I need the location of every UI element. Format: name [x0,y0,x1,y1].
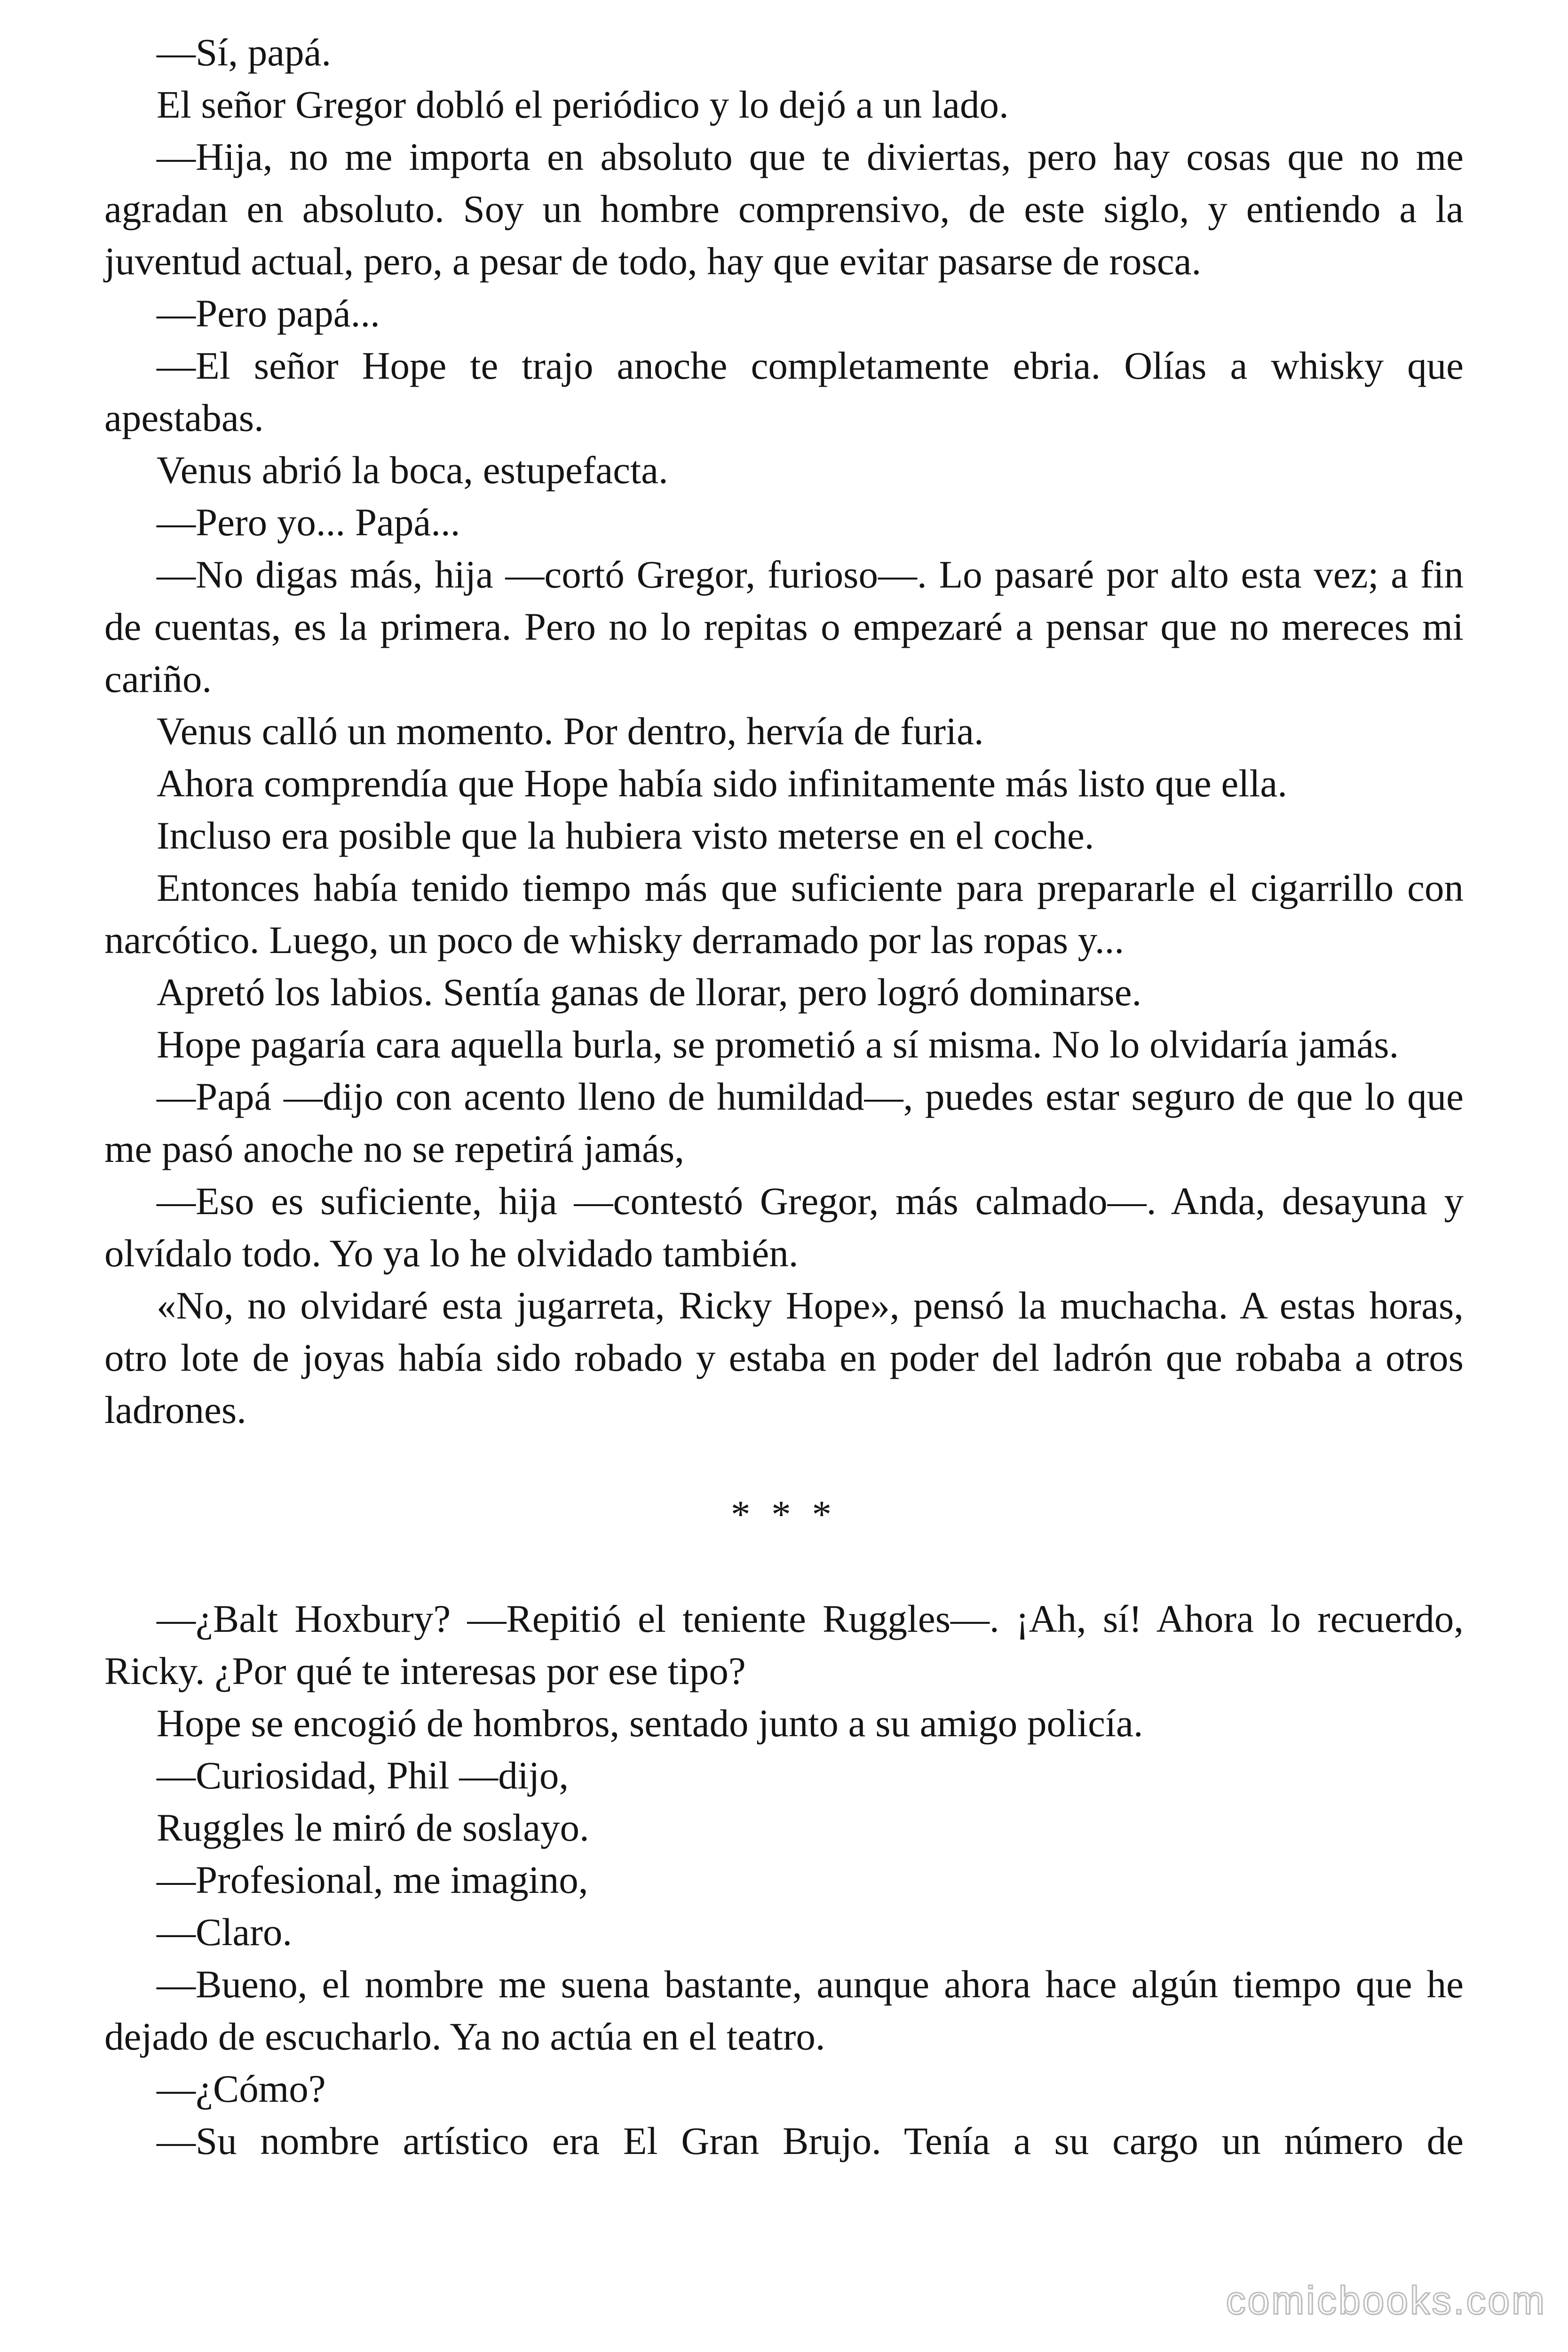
paragraph: —Pero yo... Papá... [157,501,460,544]
document-page [104,26,1464,2167]
paragraph: —Su nombre artístico era El Gran Brujo. Tenía a su cargo un número de [157,2119,1464,2162]
paragraph: —No digas más, hija —cortó Gregor, furioso—. Lo pasaré por alto esta vez; a fin de cuentas, es la primera. Pero no lo repitas o empezaré a pensar que no mereces mi cariño. [104,553,1464,700]
paragraph: —Hija, no me importa en absoluto que te diviertas, pero hay cosas que no me agradan en absoluto. Soy un hombre comprensivo, de este siglo, y entiendo a la juventud actual, pero, a pesar de todo, hay que evitar pasarse de rosca. [104,135,1464,283]
paragraph: Hope pagaría cara aquella burla, se prometió a sí misma. No lo olvidaría jamás. [157,1023,1399,1066]
paragraph: —¿Cómo? [157,2067,326,2110]
paragraph: Ahora comprendía que Hope había sido infinitamente más listo que ella. [157,762,1288,805]
watermark: comicbooks.com [1226,2278,1546,2322]
paragraph: —Papá —dijo con acento lleno de humildad—, puedes estar seguro de que lo que me pasó anoche no se repetirá jamás, [104,1075,1464,1170]
paragraph: Incluso era posible que la hubiera visto meterse en el coche. [157,814,1094,857]
paragraph: —Sí, papá. [157,31,332,74]
paragraph: —Bueno, el nombre me suena bastante, aunque ahora hace algún tiempo que he dejado de escucharlo. Ya no actúa en el teatro. [104,1963,1464,2058]
paragraph: Venus abrió la boca, estupefacta. [157,448,668,492]
paragraph: —Claro. [157,1910,293,1954]
scene-break-separator: * * * [731,1493,837,1536]
paragraph: —Curiosidad, Phil —dijo, [157,1754,569,1797]
paragraph: —El señor Hope te trajo anoche completamente ebria. Olías a whisky que apestabas. [104,344,1464,439]
text-block-before-separator [104,26,1464,1436]
paragraph: —Eso es suficiente, hija —contestó Gregor, más calmado—. Anda, desayuna y olvídalo todo. Yo ya lo he olvidado también. [104,1179,1464,1275]
paragraph: —¿Balt Hoxbury? —Repitió el teniente Ruggles—. ¡Ah, sí! Ahora lo recuerdo, Ricky. ¿Por qué te interesas por ese tipo? [104,1597,1464,1692]
paragraph: —Profesional, me imagino, [157,1858,588,1901]
paragraph: Apretó los labios. Sentía ganas de llorar, pero logró dominarse. [157,970,1142,1014]
paragraph: El señor Gregor dobló el periódico y lo dejó a un lado. [157,83,1009,126]
paragraph: Entonces había tenido tiempo más que suficiente para prepararle el cigarrillo con narcótico. Luego, un poco de whisky derramado por las ropas y... [104,866,1464,961]
paragraph: —Pero papá... [157,292,380,335]
text-block-after-separator [104,1593,1464,2167]
paragraph: Ruggles le miró de soslayo. [157,1806,589,1849]
paragraph: Venus calló un momento. Por dentro, hervía de furia. [157,709,984,753]
paragraph: Hope se encogió de hombros, sentado junto a su amigo policía. [157,1701,1143,1745]
paragraph: «No, no olvidaré esta jugarreta, Ricky Hope», pensó la muchacha. A estas horas, otro lote de joyas había sido robado y estaba en poder del ladrón que robaba a otros ladrones. [104,1284,1464,1431]
